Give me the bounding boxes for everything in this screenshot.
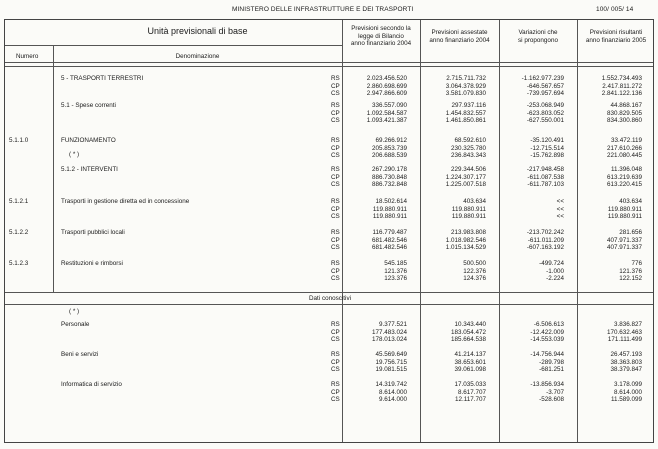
value-cell: 267.290.178 [371,166,407,173]
page-reference: 100/ 005/ 14 [596,6,634,13]
value-cell: 2.860.698.699 [366,82,407,90]
row-label: Beni e servizi [61,351,99,358]
value-cell: 336.557.090 [371,102,407,109]
value-cell: -289.798 [539,358,564,366]
value-cell: 281.656 [619,229,642,236]
value-cell: 119.880.911 [451,213,486,220]
value-cell: -739.957.694 [526,90,564,97]
row-type-code: CS [331,396,340,403]
row-type-code: CS [331,366,340,373]
value-cell: 403.634 [463,198,486,205]
value-cell: 11.589.099 [610,396,642,403]
value-cell: 119.880.911 [607,213,642,220]
col-divider [420,20,421,442]
value-cell: 8.617.707 [457,388,486,396]
value-cell: 177.483.024 [371,328,407,336]
value-cell: -646.567.657 [526,82,564,90]
row-divider [5,66,653,67]
row-type-code: RS [331,75,340,82]
value-cell: 297.937.116 [451,102,486,109]
value-cell: 38.379.847 [610,366,642,373]
row-type-code: CP [331,388,340,396]
value-cell: 613.219.639 [606,173,642,181]
value-cell: 205.853.739 [371,144,407,152]
value-cell: -3.707 [546,388,564,396]
row-label: Restituzioni e rimborsi [61,260,123,267]
row-type-code: RS [331,351,340,358]
value-cell: 123.376 [384,275,407,282]
value-cell: 124.376 [463,275,486,282]
value-cell: 407.971.337 [606,244,642,251]
value-cell: 2.023.456.520 [366,75,407,82]
col-header-numero: Numero [16,53,39,60]
value-cell: 545.185 [384,260,407,267]
value-cell: 613.220.415 [606,181,642,188]
value-cell: 1.015.134.529 [445,244,486,251]
value-cell: -14.553.039 [530,336,564,343]
value-cell: 2.715.711.732 [446,75,486,82]
value-cell: 171.111.499 [607,336,642,343]
value-cell: 2.947.866.609 [366,90,407,97]
row-label: Informatica di servizio [61,381,122,388]
value-cell: 119.880.911 [607,205,642,213]
value-cell: 33.472.119 [610,137,642,144]
row-divider [5,304,653,305]
value-cell: 500.500 [463,260,486,267]
col-header-previsioni-legge: Previsioni secondo la legge di Bilancio anno finanziario 2004 [350,25,412,47]
col-divider [53,45,54,293]
value-cell: -12.422.009 [530,328,564,336]
value-cell: 8.614.000 [613,388,642,396]
row-type-code: RS [331,229,340,236]
row-note: ( * ) [69,151,80,158]
budget-table [4,19,654,443]
row-type-code: CP [331,328,340,336]
value-cell: -217.948.458 [526,166,564,173]
value-cell: -528.608 [539,396,564,403]
value-cell: 217.610.266 [606,144,642,152]
value-cell: 2.841.122.136 [601,90,642,97]
value-cell: 3.836.827 [613,321,642,328]
value-cell: 3.178.099 [613,381,642,388]
row-label: Trasporti pubblici locali [61,229,125,236]
main-title: Unità previsionali di base [147,26,248,36]
value-cell: 121.376 [619,267,642,275]
value-cell: 681.482.546 [371,244,407,251]
ministry-heading: MINISTERO DELLE INFRASTRUTTURE E DEI TRASPORTI [232,6,414,13]
dati-conoscitivi-title: Dati conoscitivi [309,295,351,302]
value-cell: 1.225.007.518 [445,181,486,188]
value-cell: -611.087.538 [527,173,564,181]
value-cell: -14.756.944 [530,351,564,358]
value-cell: 183.054.472 [450,328,486,336]
value-cell: 8.614.000 [378,388,407,396]
col-header-denominazione: Denominazione [175,53,220,60]
row-type-code: CS [331,213,340,220]
value-cell: 407.971.337 [606,236,642,244]
value-cell: 776 [631,260,642,267]
row-type-code: CS [331,152,340,159]
row-type-code: CP [331,236,340,244]
value-cell: 178.013.024 [371,336,407,343]
value-cell: 68.592.610 [454,137,486,144]
row-label: Personale [61,321,90,328]
row-type-code: RS [331,198,340,205]
col-divider [499,20,500,442]
row-number: 5.1.2.2 [9,229,29,236]
value-cell: 12.117.707 [454,396,486,403]
value-cell: -611.011.209 [527,236,564,244]
row-type-code: RS [331,102,340,109]
value-cell: 2.417.811.272 [602,82,642,90]
value-cell: 403.634 [619,198,642,205]
row-type-code: CP [331,82,340,90]
row-divider [5,292,653,293]
row-type-code: CP [331,267,340,275]
row-label: 5.1 - Spese correnti [61,102,116,109]
row-type-code: CS [331,336,340,343]
value-cell: 41.214.137 [454,351,486,358]
row-type-code: CS [331,275,340,282]
value-cell: -681.251 [539,366,564,373]
row-number: 5.1.1.0 [9,137,29,144]
value-cell: -2.224 [546,275,564,282]
row-type-code: CS [331,90,340,97]
value-cell: -213.702.242 [526,229,564,236]
col-header-previsioni-2005: Previsioni risultanti anno finanziario 2005 [585,29,647,44]
value-cell: 121.376 [384,267,407,275]
row-type-code: RS [331,321,340,328]
value-cell: 221.080.445 [606,152,642,159]
value-cell: 122.152 [619,275,642,282]
value-cell: -35.120.491 [530,137,564,144]
row-divider [5,62,653,63]
value-cell: 38.363.803 [610,358,642,366]
value-cell: 206.688.539 [371,152,407,159]
value-cell: 170.632.463 [606,328,642,336]
value-cell: 19.756.715 [375,358,407,366]
row-type-code: CP [331,173,340,181]
row-type-code: RS [331,166,340,173]
col-divider [577,20,578,442]
value-cell: 119.880.911 [372,205,407,213]
value-cell: 1.461.850.861 [445,117,486,124]
value-cell: 3.064.378.929 [445,82,486,90]
value-cell: 69.266.912 [375,137,407,144]
row-type-code: RS [331,260,340,267]
value-cell: 230.325.780 [450,144,486,152]
value-cell: -627.550.001 [526,117,564,124]
value-cell: 213.983.808 [450,229,486,236]
value-cell: 681.482.546 [371,236,407,244]
value-cell: -1.000 [546,267,564,275]
value-cell: 1.224.307.177 [445,173,486,181]
row-type-code: CP [331,144,340,152]
row-label: Trasporti in gestione diretta ed in concessione [61,198,190,205]
value-cell: << [556,213,564,220]
value-cell: 17.035.033 [454,381,486,388]
value-cell: << [556,205,564,213]
value-cell: -1.162.977.239 [521,75,564,82]
value-cell: 9.377.521 [378,321,407,328]
row-type-code: CP [331,358,340,366]
value-cell: 45.569.649 [375,351,407,358]
row-type-code: CS [331,181,340,188]
row-type-code: RS [331,381,340,388]
value-cell: 119.880.911 [372,213,407,220]
col-header-variazioni: Variazioni che si propongono [518,29,558,44]
value-cell: 185.664.538 [450,336,486,343]
value-cell: 886.730.848 [371,173,407,181]
value-cell: 38.653.601 [454,358,486,366]
value-cell: -13.856.934 [530,381,564,388]
value-cell: -6.506.613 [533,321,564,328]
row-type-code: CS [331,244,340,251]
value-cell: 10.343.440 [454,321,486,328]
value-cell: 18.502.614 [375,198,407,205]
row-label: 5 - TRASPORTI TERRESTRI [61,75,144,82]
dati-note: ( * ) [69,308,80,315]
value-cell: << [556,198,564,205]
value-cell: 834.300.860 [606,117,642,124]
value-cell: -499.724 [539,260,564,267]
value-cell: 119.880.911 [451,205,486,213]
value-cell: -607.163.192 [526,244,564,251]
value-cell: 830.829.505 [606,109,642,117]
value-cell: -623.803.052 [526,109,564,117]
value-cell: 1.092.584.587 [366,109,407,117]
value-cell: 1.093.421.387 [366,117,407,124]
value-cell: 9.614.000 [378,396,407,403]
value-cell: 116.779.487 [372,229,407,236]
row-label: 5.1.2 - INTERVENTI [61,166,118,173]
row-type-code: CP [331,205,340,213]
value-cell: 44.868.167 [610,102,642,109]
value-cell: 39.061.098 [454,366,486,373]
value-cell: 1.552.734.493 [601,75,642,82]
value-cell: 1.018.982.546 [445,236,486,244]
col-header-previsioni-assestate: Previsioni assestate anno finanziario 2004 [429,29,490,44]
value-cell: -12.715.514 [530,144,564,152]
row-label: FUNZIONAMENTO [61,137,116,144]
row-number: 5.1.2.3 [9,260,29,267]
row-divider [5,45,342,46]
value-cell: 3.581.079.830 [445,90,486,97]
row-type-code: CS [331,117,340,124]
value-cell: 122.376 [463,267,486,275]
row-type-code: CP [331,109,340,117]
row-number: 5.1.2.1 [9,198,29,205]
value-cell: 11.396.048 [610,166,642,173]
value-cell: 19.081.515 [375,366,407,373]
value-cell: -611.787.103 [527,181,564,188]
value-cell: 1.454.832.557 [445,109,486,117]
col-divider [342,20,343,442]
value-cell: -253.068.949 [526,102,564,109]
row-type-code: RS [331,137,340,144]
value-cell: 236.843.343 [450,152,486,159]
value-cell: -15.762.898 [530,152,564,159]
value-cell: 14.319.742 [375,381,407,388]
value-cell: 229.344.506 [450,166,486,173]
value-cell: 886.732.848 [371,181,407,188]
value-cell: 26.457.193 [610,351,642,358]
